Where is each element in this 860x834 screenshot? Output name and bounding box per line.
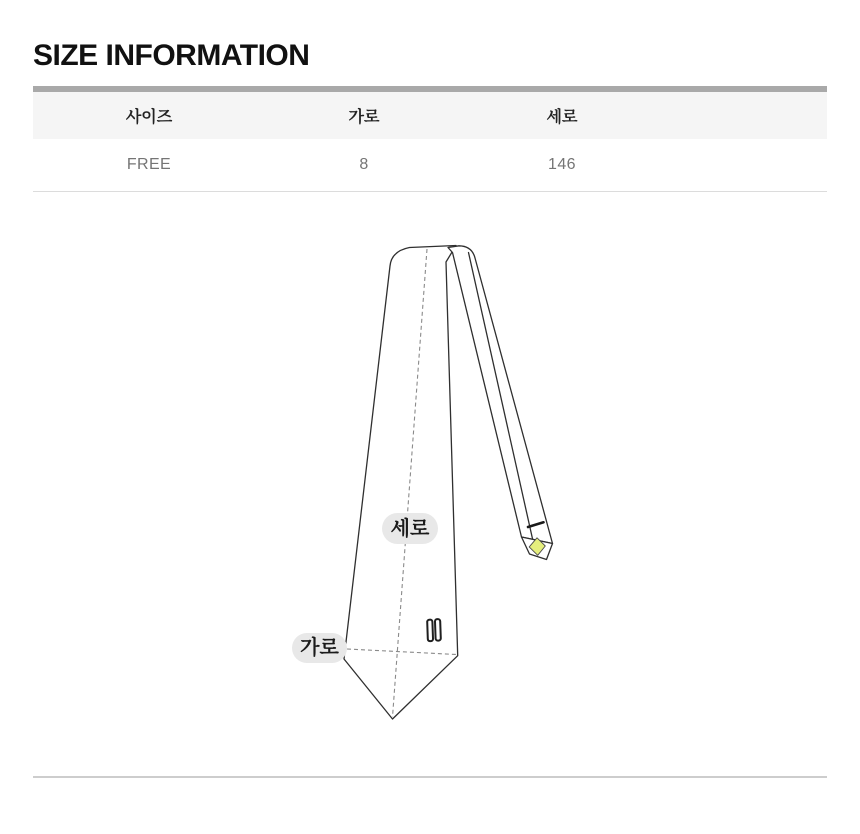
col-header-width: 가로	[265, 92, 463, 139]
page-title: SIZE INFORMATION	[33, 39, 310, 72]
tie-tail-fold-line	[469, 253, 534, 542]
width-label-pill: 가로	[292, 633, 347, 663]
cell-size: FREE	[33, 139, 265, 192]
table-header-row	[33, 92, 827, 139]
cell-height: 146	[463, 139, 661, 192]
tie-blade	[344, 246, 458, 720]
tie-diagram	[0, 210, 860, 800]
table-row	[33, 139, 827, 192]
col-header-size: 사이즈	[33, 92, 265, 139]
cell-spacer	[661, 139, 827, 192]
tie-illustration	[0, 210, 860, 800]
size-table	[33, 86, 827, 192]
bottom-divider	[33, 776, 827, 778]
col-header-height: 세로	[463, 92, 661, 139]
cell-width: 8	[265, 139, 463, 192]
col-header-spacer	[661, 92, 827, 139]
height-label-pill: 세로	[382, 513, 438, 544]
